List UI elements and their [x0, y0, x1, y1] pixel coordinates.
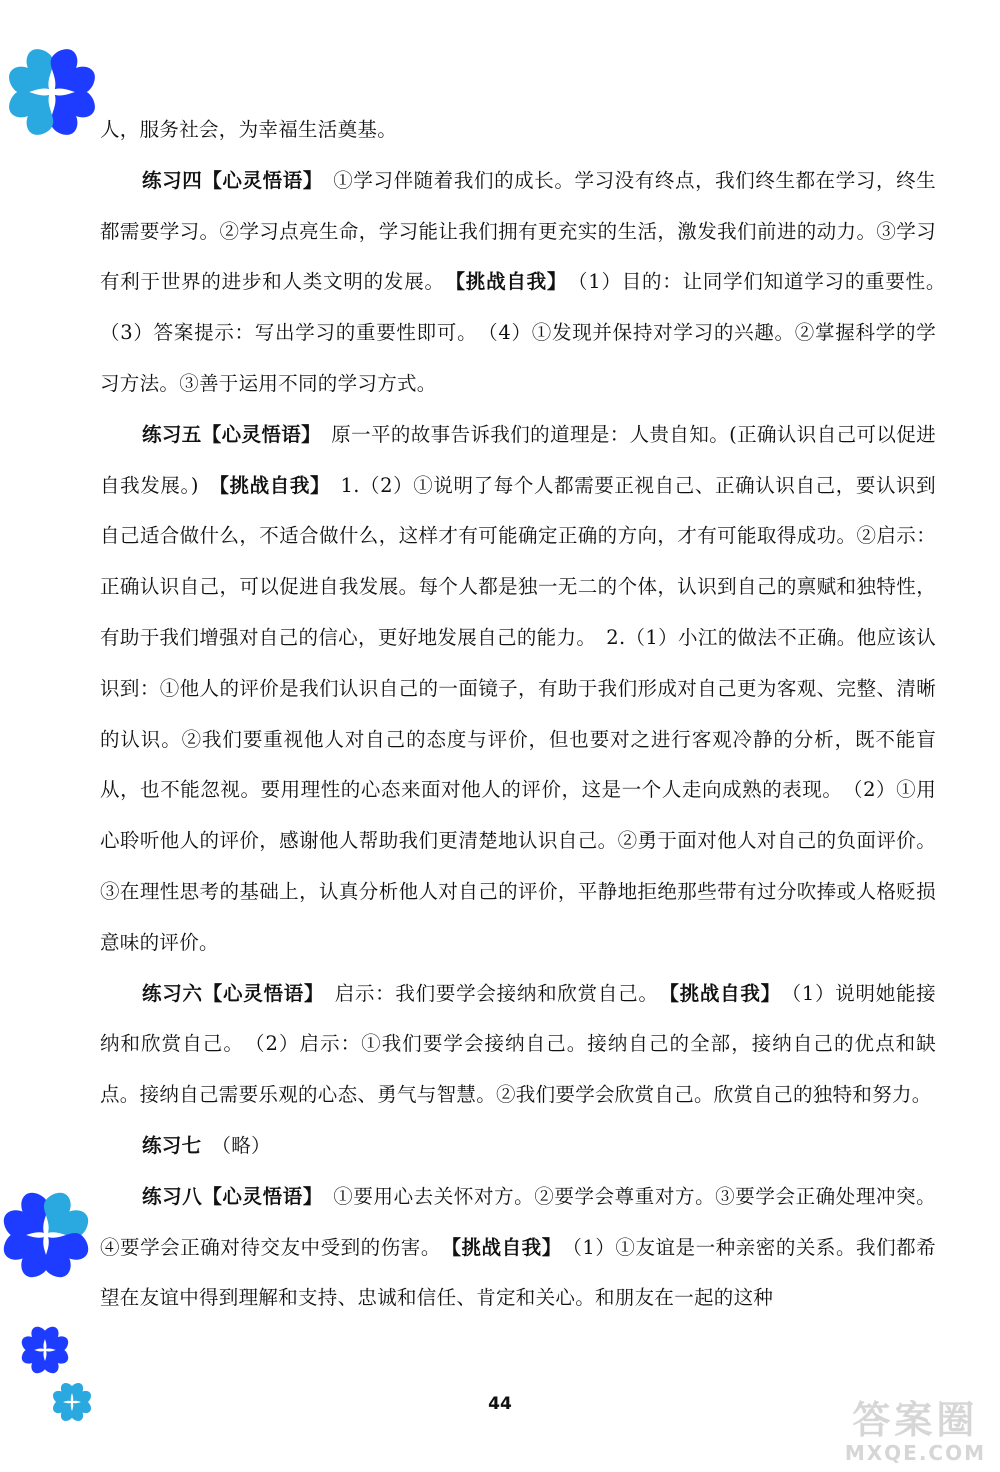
watermark	[845, 1398, 986, 1464]
paragraph-text: 原一平的故事告诉我们的道理是：人贵自知。(正确认识自己可以促进自我发展。)	[100, 422, 936, 497]
paragraph	[100, 969, 936, 1121]
section-tag: 【心灵悟语】	[201, 422, 312, 446]
paragraph	[100, 1172, 936, 1324]
paragraph	[100, 410, 936, 969]
section-tag: 【挑战自我】	[669, 981, 772, 1005]
section-tag: 【挑战自我】	[219, 473, 321, 497]
section-tag: 【心灵悟语】	[202, 981, 315, 1005]
paragraph-text: 1.（2）①说明了每个人都需要正视自己、正确认识自己，要认识到自己适合做什么，不适合做什么，这样才有可能确定正确的方向，才有可能取得成功。②启示：正确认识自己，可以促进自我发展。每个人都是独一无二的个体，认识到自己的禀赋和独特性，有助于我们增强对自己的信心，更好地发展自己的能力。 2.（1）小江的做法不正确。他应该认识到：①他人的评价是我们认识自己的一面镜子，有助于我们形成对自己更为客观、完整、清晰的认识。②我们要重视他人对自己的态度与评价，但也要对之进行客观冷静的分析，既不能盲从，也不能忽视。要用理性的心态来面对他人的评价，这是一个人走向成熟的表现。 （2）①用心聆听他人的评价，感谢他人帮助我们更清楚地认识自己。②勇于面对他人对自己的负面评价。③在理性思考的基础上，认真分析他人对自己的评价，平静地拒绝那些带有过分吹捧或人格贬损意味的评价。	[100, 473, 936, 954]
section-tag: 【挑战自我】	[455, 270, 558, 294]
exercise-label: 练习六	[142, 981, 203, 1005]
section-tag: 【心灵悟语】	[202, 168, 314, 192]
paragraph	[100, 1121, 936, 1172]
paragraph-text: （1）①友谊是一种亲密的关系。我们都希望在友谊中得到理解和支持、忠诚和信任、肯定和关心。和朋友在一起的这种	[100, 1235, 936, 1310]
section-tag: 【心灵悟语】	[202, 1184, 314, 1208]
clover-decoration-top-icon	[0, 30, 105, 150]
watermark-cn: 答案圈	[852, 1398, 979, 1442]
document-body	[100, 0, 956, 1324]
exercise-label: 练习八	[142, 1184, 203, 1208]
paragraph-text: ①要用心去关怀对方。②要学会尊重对方。③要学会正确处理冲突。④要学会正确对待交友中受到的伤害。	[100, 1184, 936, 1259]
exercise-label: 练习七	[142, 1133, 202, 1157]
paragraph-text: （略）	[201, 1133, 271, 1157]
paragraph-text: （1）目的：让同学们知道学习的重要性。 （3）答案提示：写出学习的重要性即可。 （4）①发现并保持对学习的兴趣。②掌握科学的学习方法。③善于运用不同的学习方式。	[100, 270, 956, 395]
paragraph-text: ①学习伴随着我们的成长。学习没有终点，我们终生都在学习，终生都需要学习。②学习点亮生命，学习能让我们拥有更充实的生活，激发我们前进的动力。③学习有利于世界的进步和人类文明的发展。	[100, 168, 936, 294]
paragraph-text: （1）说明她能接纳和欣赏自己。 （2）启示：①我们要学会接纳自己。接纳自己的全部，接纳自己的优点和缺点。接纳自己需要乐观的心态、勇气与智慧。②我们要学会欣赏自己。欣赏自己的独特和努力。	[100, 981, 936, 1107]
paragraph-text: 人，服务社会，为幸福生活奠基。	[100, 118, 398, 141]
page-number: 44	[488, 1394, 512, 1414]
exercise-label: 练习五	[142, 422, 202, 446]
paragraph	[100, 156, 956, 410]
clover-decoration-bottom-icon	[0, 1180, 110, 1430]
exercise-label: 练习四	[142, 168, 203, 192]
paragraph	[100, 0, 936, 156]
watermark-en: MXQE.COM	[844, 1441, 986, 1465]
paragraph-text: 启示：我们要学会接纳和欣赏自己。	[314, 981, 670, 1005]
section-tag: 【挑战自我】	[451, 1235, 553, 1259]
